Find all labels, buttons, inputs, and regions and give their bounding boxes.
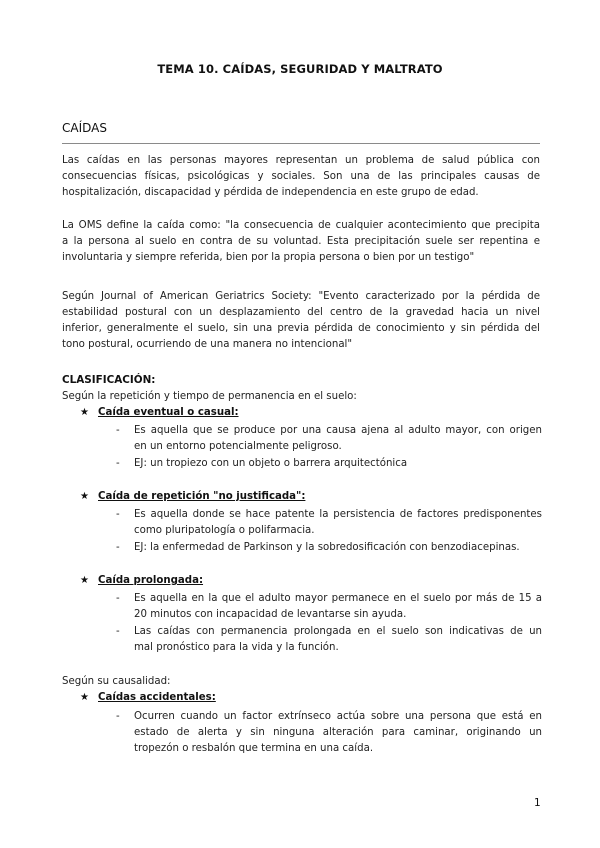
jags-line: Según Journal of American Geriatrics Society: "Evento caracterizado por la pérdida de xyxy=(62,291,540,302)
dash-bullet-icon: - xyxy=(116,711,120,722)
intro-line: consecuencias físicas, psicológicas y sociales. Son una de las principales causas de xyxy=(62,171,540,182)
classification-type xyxy=(80,491,305,502)
list-item-line: EJ: un tropiezo con un objeto o barrera arquitectónica xyxy=(134,458,408,469)
star-bullet-icon: ★ xyxy=(80,575,89,586)
jags-line: tono postural, ocurriendo de una manera no intencional" xyxy=(62,339,353,350)
dash-bullet-icon: - xyxy=(116,458,120,469)
classification-type xyxy=(80,575,203,586)
classification-type-label: Caída prolongada: xyxy=(98,575,204,586)
intro-line: hospitalización, discapacidad y pérdida de independencia en este grupo de edad. xyxy=(62,187,479,198)
list-item-line: mal pronóstico para la vida y la función. xyxy=(134,642,339,653)
star-bullet-icon: ★ xyxy=(80,491,89,502)
page-title: TEMA 10. CAÍDAS, SEGURIDAD Y MALTRATO xyxy=(157,62,443,76)
causalidad-intro: Según su causalidad: xyxy=(62,676,171,687)
star-bullet-icon: ★ xyxy=(80,407,89,418)
dash-bullet-icon: - xyxy=(116,626,120,637)
jags-line: inferior, generalmente el suelo, sin una previa pérdida de conocimiento y sin pérdida del xyxy=(62,323,540,334)
list-item-line: estado de alerta y sin ninguna alteración para caminar, originando un xyxy=(134,727,542,738)
oms-line: involuntaria y siempre referida, bien por la propia persona o bien por un testigo" xyxy=(62,252,475,263)
oms-definition-paragraph xyxy=(62,218,540,266)
list-item-line: en un entorno potencialmente peligroso. xyxy=(134,441,342,452)
dash-bullet-icon: - xyxy=(116,593,120,604)
jags-line: estabilidad postural con un desplazamiento del centro de la gravedad hacia un nivel xyxy=(62,307,540,318)
list-item-line: tropezón o resbalón que termina en una caída. xyxy=(134,743,374,754)
dash-bullet-icon: - xyxy=(116,509,120,520)
intro-line: Las caídas en las personas mayores representan un problema de salud pública con xyxy=(62,155,540,166)
classification-type-label: Caída de repetición "no justificada": xyxy=(98,491,306,502)
section-divider xyxy=(62,143,540,144)
clasificacion-heading: CLASIFICACIÓN: xyxy=(62,374,156,386)
list-item-line: Las caídas con permanencia prolongada en el suelo son indicativas de un xyxy=(134,626,542,637)
oms-line: La OMS define la caída como: "la consecuencia de cualquier acontecimiento que precipita xyxy=(62,220,540,231)
list-item-line: EJ: la enfermedad de Parkinson y la sobredosificación con benzodiacepinas. xyxy=(134,542,520,553)
classification-type-label: Caídas accidentales: xyxy=(98,692,216,703)
oms-line: a la persona al suelo en contra de su voluntad. Esta precipitación suele ser repentina e xyxy=(62,236,540,247)
intro-paragraph xyxy=(62,153,540,201)
classification-type xyxy=(80,692,216,703)
jags-definition-paragraph xyxy=(62,289,540,353)
list-item-line: como pluripatología o polifarmacia. xyxy=(134,525,315,536)
classification-type xyxy=(80,407,239,418)
section-heading: CAÍDAS xyxy=(62,121,107,135)
list-item-line: Es aquella que se produce por una causa ajena al adulto mayor, con origen xyxy=(134,425,542,436)
page-number: 1 xyxy=(534,797,541,809)
clasificacion-intro: Según la repetición y tiempo de permanencia en el suelo: xyxy=(62,391,357,402)
dash-bullet-icon: - xyxy=(116,425,120,436)
list-item-line: Es aquella donde se hace patente la persistencia de factores predisponentes xyxy=(134,509,542,520)
list-item-line: 20 minutos con incapacidad de levantarse sin ayuda. xyxy=(134,609,407,620)
classification-type-label: Caída eventual o casual: xyxy=(98,407,239,418)
list-item-line: Es aquella en la que el adulto mayor permanece en el suelo por más de 15 a xyxy=(134,593,542,604)
list-item-line: Ocurren cuando un factor extrínseco actúa sobre una persona que está en xyxy=(134,711,542,722)
dash-bullet-icon: - xyxy=(116,542,120,553)
star-bullet-icon: ★ xyxy=(80,692,89,703)
